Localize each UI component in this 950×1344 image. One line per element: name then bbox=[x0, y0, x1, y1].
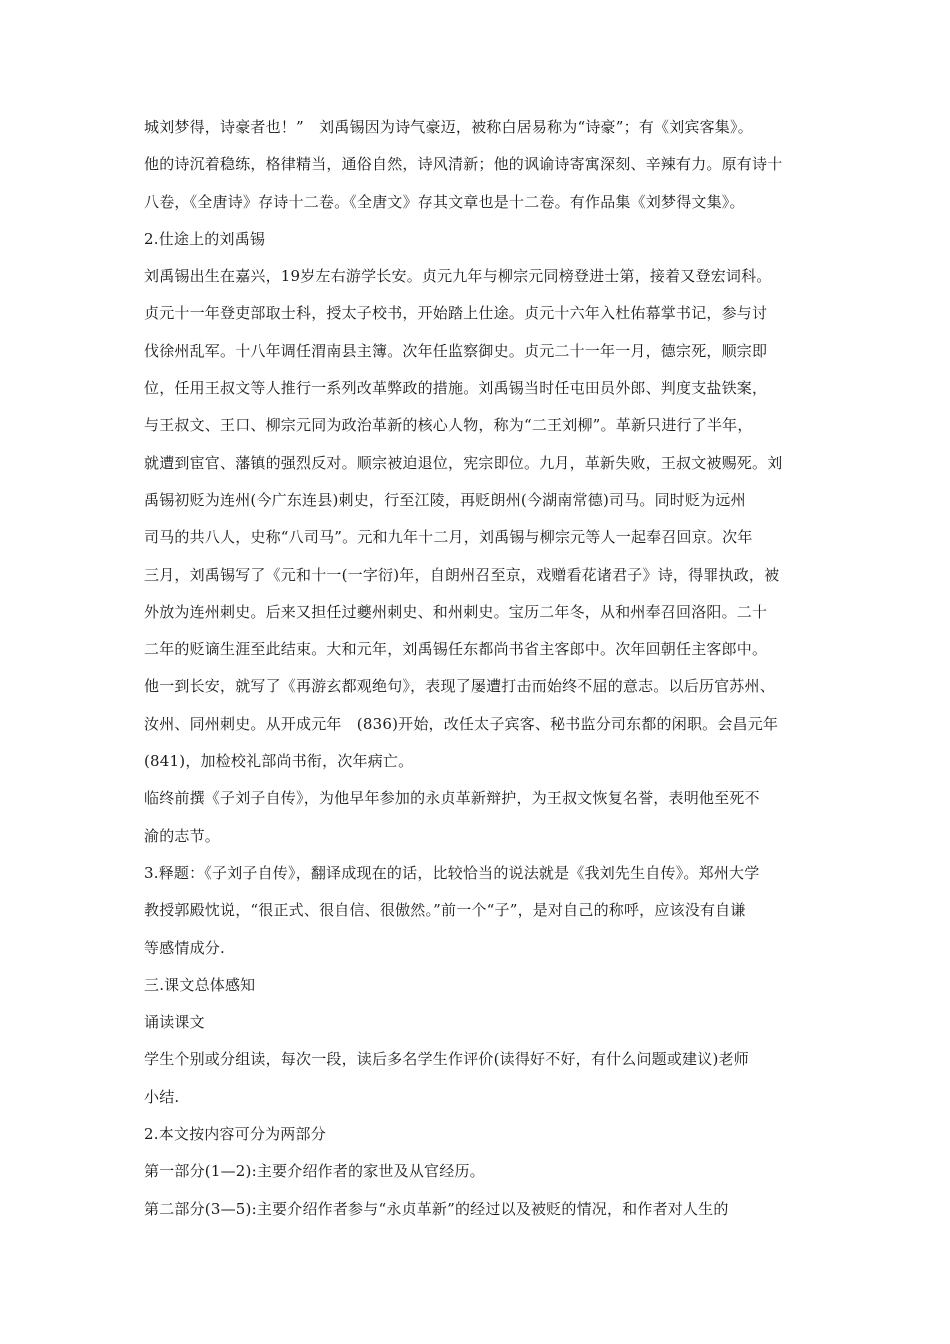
subsection-heading: 诵读课文 bbox=[144, 1013, 205, 1032]
body-line: 刘禹锡出生在嘉兴，19岁左右游学长安。贞元九年与柳宗元同榜登进士第，接着又登宏词科。 bbox=[144, 267, 772, 286]
body-line: 禹锡初贬为连州(今广东连县)刺史，行至江陵，再贬朗州(今湖南常德)司马。同时贬为远州 bbox=[144, 490, 746, 509]
body-line: 他一到长安，就写了《再游玄都观绝句》，表现了屡遭打击而始终不屈的意志。以后历官苏州、 bbox=[144, 677, 775, 696]
body-line: 临终前撰《子刘子自传》，为他早年参加的永贞革新辩护，为王叔文恢复名誉，表明他至死不 bbox=[144, 789, 760, 808]
body-line: 城刘梦得，诗豪者也！” 刘禹锡因为诗气豪迈，被称白居易称为“诗豪”；有《刘宾客集》。 bbox=[144, 118, 753, 136]
body-line: 他的诗沉着稳练，格律精当，通俗自然，诗风清新；他的讽谕诗寄寓深刻、辛辣有力。原有诗十 bbox=[144, 155, 783, 174]
body-line: 小结. bbox=[144, 1087, 180, 1106]
section-heading: 2.仕途上的刘禹锡 bbox=[144, 229, 266, 248]
body-line: 第二部分(3—5):主要介绍作者参与“永贞革新”的经过以及被贬的情况，和作者对人生的 bbox=[144, 1199, 729, 1218]
body-line: 伐徐州乱军。十八年调任渭南县主簿。次年任监察御史。贞元二十一年一月，德宗死，顺宗即 bbox=[144, 341, 768, 360]
body-line: (841)，加检校礼部尚书衔，次年病亡。 bbox=[144, 752, 414, 771]
body-line: 就遭到宦官、藩镇的强烈反对。顺宗被迫退位，宪宗即位。九月，革新失败，王叔文被赐死。刘 bbox=[144, 453, 783, 472]
section-heading: 2.本文按内容可分为两部分 bbox=[144, 1125, 326, 1144]
body-line: 3.释题：《子刘子自传》，翻译成现在的话，比较恰当的说法就是《我刘先生自传》。郑州大学 bbox=[144, 863, 760, 882]
body-line: 等感情成分. bbox=[144, 938, 225, 957]
body-line: 二年的贬谪生涯至此结束。大和元年，刘禹锡任东都尚书省主客郎中。次年回朝任主客郎中。 bbox=[144, 640, 768, 659]
body-line: 八卷，《全唐诗》存诗十二卷。《全唐文》存其文章也是十二卷。有作品集《刘梦得文集》。 bbox=[144, 192, 745, 211]
document-body bbox=[144, 117, 820, 1236]
body-line: 司马的共八人，史称“八司马”。元和九年十二月，刘禹锡与柳宗元等人一起奉召回京。次年 bbox=[144, 528, 753, 547]
body-line: 学生个别或分组读，每次一段，读后多名学生作评价(读得好不好，有什么问题或建议)老师 bbox=[144, 1050, 749, 1069]
body-line: 渝的志节。 bbox=[144, 826, 221, 845]
section-heading: 三.课文总体感知 bbox=[144, 975, 256, 994]
body-line: 贞元十一年登吏部取士科，授太子校书，开始踏上仕途。贞元十六年入杜佑幕掌书记，参与讨 bbox=[144, 304, 768, 323]
body-line: 三月，刘禹锡写了《元和十一(一字衍)年，自朗州召至京，戏赠看花诸君子》诗，得罪执政，被 bbox=[144, 565, 780, 584]
body-line: 外放为连州刺史。后来又担任过夔州刺史、和州刺史。宝历二年冬，从和州奉召回洛阳。二十 bbox=[144, 602, 768, 621]
body-line: 位，任用王叔文等人推行一系列改革弊政的措施。刘禹锡当时任屯田员外郎、判度支盐铁案， bbox=[144, 379, 768, 398]
body-line: 第一部分(1—2):主要介绍作者的家世及从官经历。 bbox=[144, 1162, 485, 1181]
body-line: 汝州、同州刺史。从开成元年 (836)开始，改任太子宾客、秘书监分司东都的闲职。会昌元年 bbox=[144, 714, 779, 733]
body-line: 与王叔文、王口、柳宗元同为政治革新的核心人物，称为“二王刘柳”。革新只进行了半年， bbox=[144, 416, 753, 435]
body-line: 教授郭殿忱说，“很正式、很自信、很傲然。”前一个“子”，是对自己的称呼，应该没有自谦 bbox=[144, 901, 746, 920]
